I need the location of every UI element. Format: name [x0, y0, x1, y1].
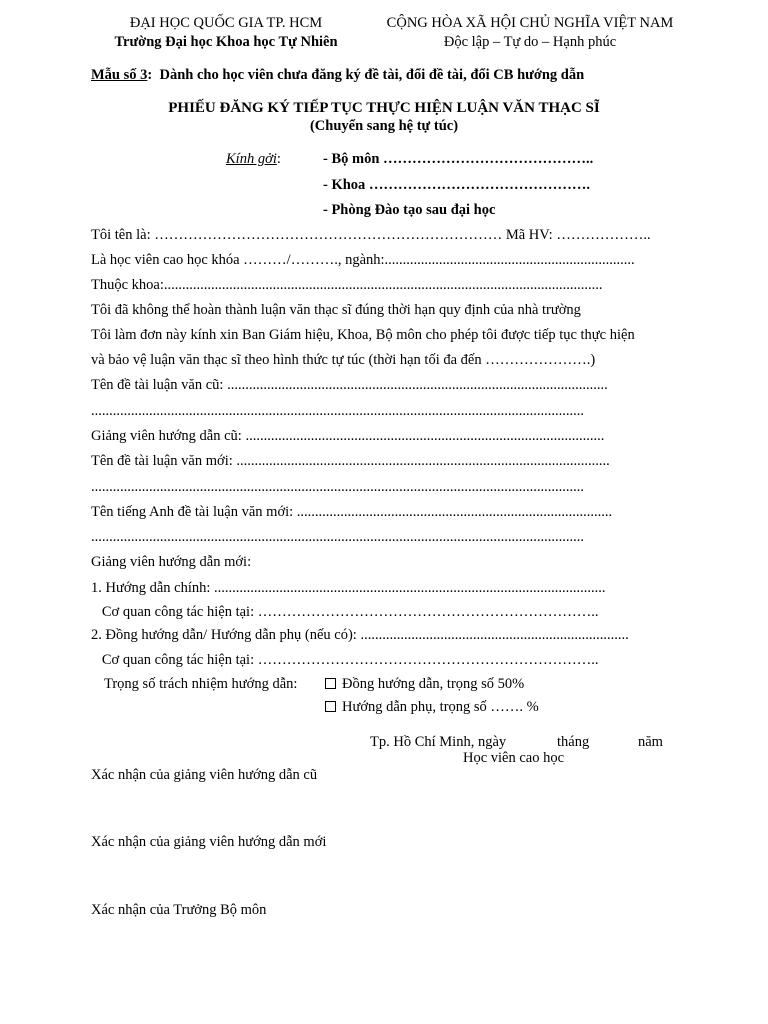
document-title: PHIẾU ĐĂNG KÝ TIẾP TỤC THỰC HIỆN LUẬN VĂN THẠC SĨ	[168, 100, 600, 116]
recipient-graduate-office: - Phòng Đào tạo sau đại học	[323, 202, 496, 218]
english-thesis-title-line: Tên tiếng Anh đề tài luận văn mới: .......................................................................................	[91, 504, 613, 520]
recipient-faculty: - Khoa ……………………………………….	[323, 177, 591, 193]
co-supervisor-workplace-line: Cơ quan công tác hiện tại: ……………………………………………………………..	[91, 652, 599, 668]
new-thesis-title-line: Tên đề tài luận văn mới: .......................................................................................................	[91, 453, 610, 469]
old-supervisor-confirmation: Xác nhận của giảng viên hướng dẫn cũ	[91, 767, 318, 783]
faculty-name: Trường Đại học Khoa học Tự Nhiên	[114, 34, 338, 50]
checkbox-icon[interactable]	[325, 678, 336, 689]
recipients-label-text: Kính gởi	[226, 151, 277, 167]
co-supervisor-line: 2. Đồng hướng dẫn/ Hướng dẫn phụ (nếu có): ..........................................................................	[91, 627, 629, 643]
country-name: CỘNG HÒA XÃ HỘI CHỦ NGHĨA VIỆT NAM	[386, 15, 674, 31]
statement-line-3: và bảo vệ luận văn thạc sĩ theo hình thức tự túc (thời hạn tối đa đến ………………….)	[91, 352, 596, 368]
weight-option-co-supervisor	[325, 676, 524, 693]
recipients-label	[226, 151, 281, 168]
student-name-line: Tôi tên là: ……………………………………………………………… Mã HV: ………………..	[91, 227, 651, 243]
date-year-label: năm	[638, 734, 663, 750]
weight-option-co-supervisor-label: Đồng hướng dẫn, trọng số 50%	[342, 676, 525, 692]
main-supervisor-workplace-line: Cơ quan công tác hiện tại: ……………………………………………………………..	[91, 604, 599, 620]
department-head-confirmation: Xác nhận của Trưởng Bộ môn	[91, 902, 267, 918]
weight-label: Trọng số trách nhiệm hướng dẫn:	[104, 676, 298, 692]
new-supervisor-confirmation: Xác nhận của giảng viên hướng dẫn mới	[91, 834, 327, 850]
english-thesis-title-continuation: ........................................................................................................................................	[91, 529, 584, 545]
signer-title: Học viên cao học	[463, 750, 565, 766]
document-subtitle: (Chuyển sang hệ tự túc)	[309, 118, 459, 134]
statement-line-2: Tôi làm đơn này kính xin Ban Giám hiệu, Khoa, Bộ môn cho phép tôi được tiếp tục thực hiện	[91, 327, 635, 343]
country-motto: Độc lập – Tự do – Hạnh phúc	[443, 34, 617, 50]
form-label	[91, 67, 584, 84]
statement-line-1: Tôi đã không thể hoàn thành luận văn thạc sĩ đúng thời hạn quy định của nhà trường	[91, 302, 581, 318]
new-supervisor-heading: Giảng viên hướng dẫn mới:	[91, 554, 252, 570]
form-code-colon: :	[147, 67, 153, 83]
university-name: ĐẠI HỌC QUỐC GIA TP. HCM	[129, 15, 323, 31]
date-month-label: tháng	[557, 734, 590, 750]
weight-option-assistant-label: Hướng dẫn phụ, trọng số ……. %	[342, 699, 539, 715]
checkbox-icon[interactable]	[325, 701, 336, 712]
faculty-line: Thuộc khoa:.........................................................................................................................	[91, 277, 603, 293]
recipient-department: - Bộ môn ……………………………………..	[323, 151, 594, 167]
main-supervisor-line: 1. Hướng dẫn chính: ............................................................................................................	[91, 580, 606, 596]
recipients-label-colon: :	[276, 151, 281, 167]
old-thesis-title-line: Tên đề tài luận văn cũ: .........................................................................................................	[91, 377, 608, 393]
old-thesis-title-continuation: ........................................................................................................................................	[91, 403, 584, 419]
form-code: Mẫu số 3	[91, 67, 148, 83]
course-major-line: Là học viên cao học khóa ………/………., ngành:.....................................................................	[91, 252, 635, 268]
date-place: Tp. Hồ Chí Minh, ngày	[370, 734, 507, 750]
new-thesis-title-continuation: ........................................................................................................................................	[91, 479, 584, 495]
form-description: Dành cho học viên chưa đăng ký đề tài, đổi đề tài, đổi CB hướng dẫn	[159, 67, 585, 83]
weight-option-assistant	[325, 699, 539, 716]
old-supervisor-line: Giảng viên hướng dẫn cũ: ...................................................................................................	[91, 428, 605, 444]
